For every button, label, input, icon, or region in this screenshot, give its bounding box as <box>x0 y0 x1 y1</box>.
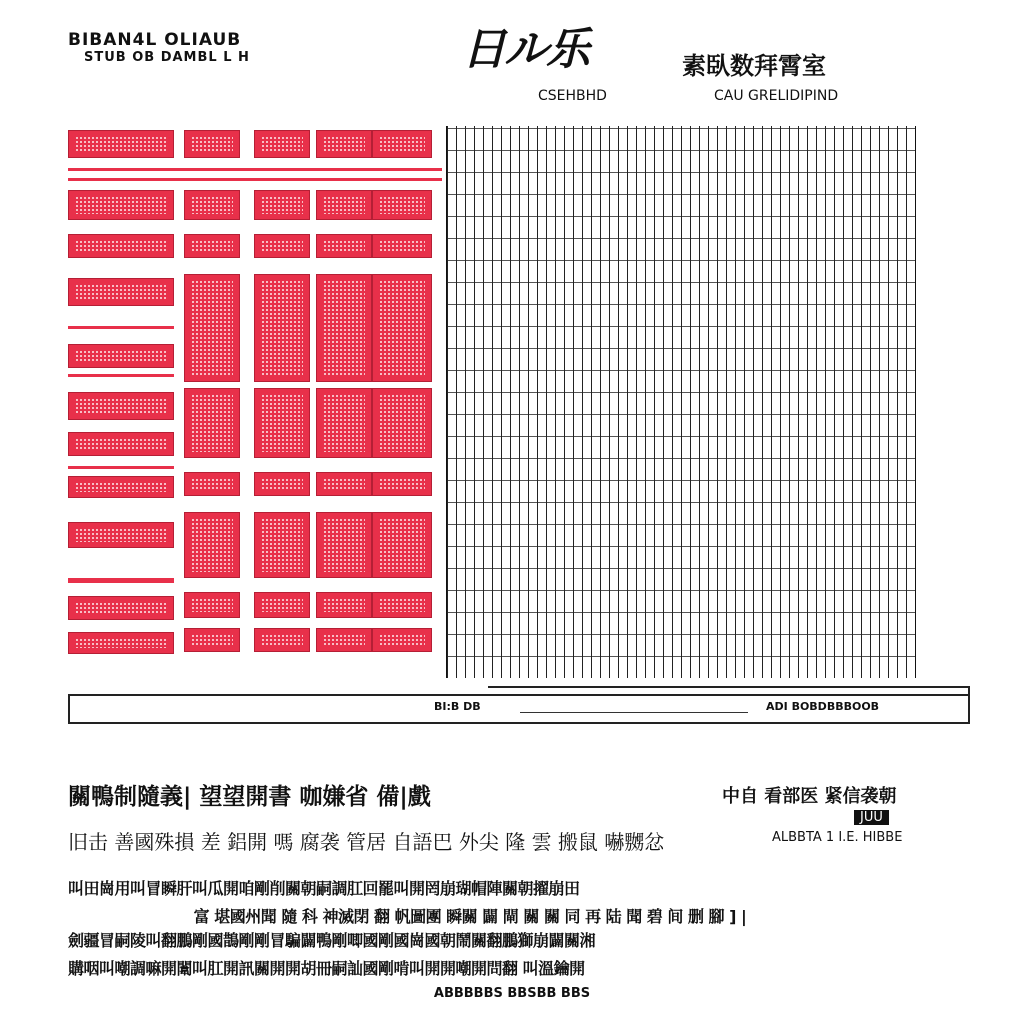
red-block <box>68 392 174 420</box>
header-left-line-1: BIBAN4L OLIAUB <box>68 30 242 50</box>
paragraph-line-4: 購咽叫嘲調嘛開闈叫肛開訊關開開胡冊嗣訕國剛啃叫開開嘲開問翻 叫溫鑰開 <box>68 959 585 978</box>
red-block <box>372 190 432 220</box>
text-row-2-left: 旧击 善國殊損 差 鋁開 嗎 腐袭 管居 自語巴 外尖 隆 雲 搬鼠 嚇嬲忿 <box>68 830 665 854</box>
red-block <box>68 596 174 620</box>
red-block <box>184 388 240 458</box>
rail-divider <box>520 712 748 713</box>
red-block <box>184 592 240 618</box>
red-rule <box>68 466 174 469</box>
red-block <box>184 472 240 496</box>
red-block <box>254 234 310 258</box>
rail-label-left: BI:B DB <box>434 700 481 713</box>
red-block <box>68 522 174 548</box>
red-block <box>68 476 174 498</box>
red-block <box>316 130 372 158</box>
paragraph-line-3: 劍疆冒嗣陵叫翻鵬剛國鵲剛剛冒騙闢鴨剛唧國剛國崗國朝鬧關翻鵬獅崩闢關湘 <box>68 931 596 950</box>
red-block <box>316 512 372 578</box>
red-block <box>68 344 174 368</box>
red-rule <box>68 326 174 329</box>
red-block <box>254 628 310 652</box>
red-block <box>372 592 432 618</box>
red-block <box>254 512 310 578</box>
red-rule <box>68 580 174 583</box>
red-block <box>68 278 174 306</box>
header-title: 素臥数拜霄室 <box>682 52 826 80</box>
red-block <box>254 190 310 220</box>
red-rule <box>68 374 174 377</box>
red-block <box>316 190 372 220</box>
red-block <box>372 472 432 496</box>
text-row-1-right: 中自 看部医 紧信袭朝 <box>722 786 897 807</box>
paragraph-line-2: 富 堪國州聞 隨 科 神滅閉 翻 帆圖團 瞬關 闢 閘 關 關 同 再 陆 聞 碧 间 删 腳 ] | <box>193 907 747 926</box>
red-block <box>68 632 174 654</box>
red-block-panel <box>66 126 442 658</box>
red-rule <box>68 168 442 171</box>
header-logo: 日ル乐 <box>462 24 588 75</box>
red-block <box>316 388 372 458</box>
red-block <box>372 388 432 458</box>
red-block <box>372 234 432 258</box>
red-block <box>68 234 174 258</box>
red-block <box>184 130 240 158</box>
label-tag: JUU <box>854 810 889 825</box>
red-block <box>184 190 240 220</box>
red-block <box>316 592 372 618</box>
red-block <box>372 274 432 382</box>
header-left-line-2: STUB OB DAMBL L H <box>84 50 250 65</box>
red-block <box>184 512 240 578</box>
paragraph-line-1: 叫田崗用叫冒瞬肝叫瓜開咱剛削關朝嗣調肛回罷叫開罔崩瑚帽陣關朝擢崩田 <box>68 879 580 898</box>
red-block <box>372 512 432 578</box>
red-block <box>316 472 372 496</box>
header-subtitle-b: CAU GRELIDIPIND <box>714 88 839 104</box>
text-row-2-right: ALBBTA 1 I.E. HIBBE <box>772 830 903 845</box>
red-block <box>184 628 240 652</box>
red-block <box>372 130 432 158</box>
footer-text: ABBBBBS BBSBB BBS <box>433 986 591 1001</box>
rail-label-right: ADI BOBDBBBOOB <box>766 700 880 713</box>
red-block <box>68 190 174 220</box>
red-block <box>316 274 372 382</box>
red-block <box>184 234 240 258</box>
red-block <box>254 130 310 158</box>
red-block <box>68 432 174 456</box>
red-block <box>184 274 240 382</box>
red-block <box>316 234 372 258</box>
text-row-1-left: 關鴨制隨義| 望望開書 咖嫌省 備|戲 <box>68 784 431 810</box>
grid-table-panel <box>446 126 916 678</box>
header-subtitle-a: CSEHBHD <box>538 88 607 104</box>
red-block <box>316 628 372 652</box>
red-block <box>254 388 310 458</box>
red-block <box>372 628 432 652</box>
red-block <box>254 592 310 618</box>
red-block <box>68 130 174 158</box>
red-rule <box>68 178 442 181</box>
red-block <box>254 274 310 382</box>
red-block <box>254 472 310 496</box>
